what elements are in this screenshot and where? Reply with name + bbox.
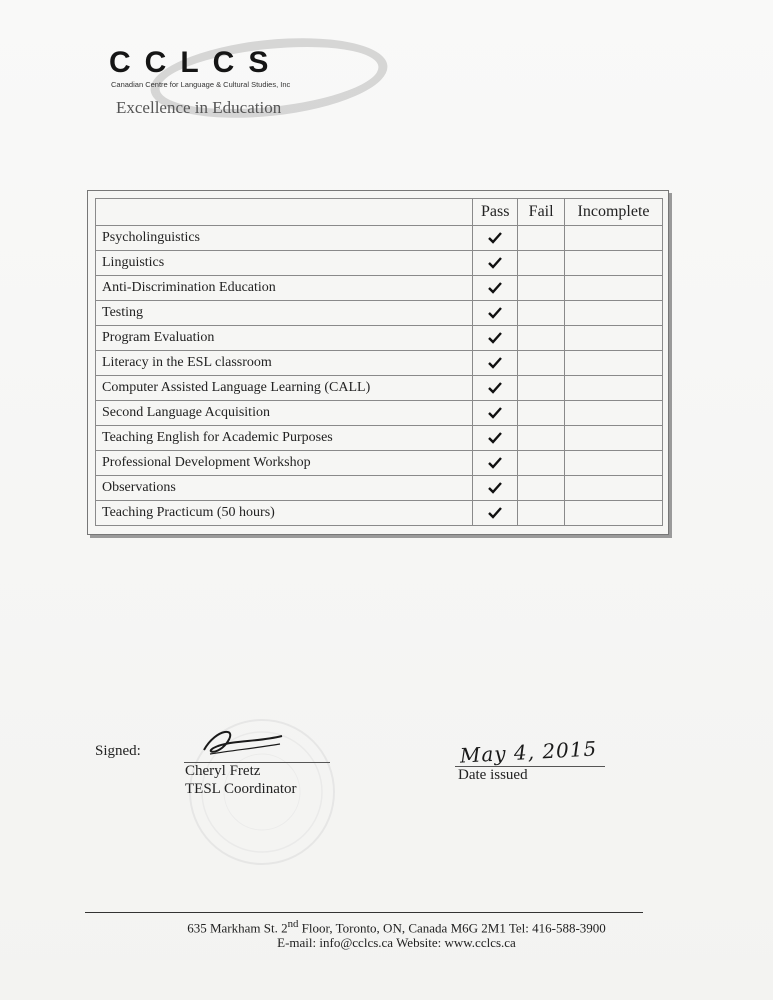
pass-cell xyxy=(473,451,518,476)
footer-contact: E-mail: info@cclcs.ca Website: www.cclcs.ca xyxy=(277,935,516,950)
header-fail: Fail xyxy=(518,199,565,226)
logo-subtitle: Canadian Centre for Language & Cultural Studies, Inc xyxy=(111,80,291,89)
fail-cell xyxy=(518,376,565,401)
table-row xyxy=(96,476,663,501)
pass-cell xyxy=(473,351,518,376)
incomplete-cell xyxy=(565,401,663,426)
subject-cell: Anti-Discrimination Education xyxy=(96,276,473,301)
fail-cell xyxy=(518,501,565,526)
incomplete-cell xyxy=(565,426,663,451)
footer-address xyxy=(0,918,773,936)
table-row xyxy=(96,351,663,376)
subject-cell: Observations xyxy=(96,476,473,501)
table-header-row xyxy=(96,199,663,226)
incomplete-cell xyxy=(565,476,663,501)
table-row xyxy=(96,226,663,251)
fail-cell xyxy=(518,476,565,501)
subject-cell: Program Evaluation xyxy=(96,326,473,351)
handwritten-signature-icon xyxy=(196,724,286,758)
checkmark-icon xyxy=(488,280,502,295)
pass-cell xyxy=(473,301,518,326)
table-row xyxy=(96,251,663,276)
signer-title: TESL Coordinator xyxy=(185,781,297,797)
fail-cell xyxy=(518,326,565,351)
table-row xyxy=(96,301,663,326)
signed-label: Signed: xyxy=(95,743,141,759)
fail-cell xyxy=(518,451,565,476)
results-table xyxy=(95,198,663,526)
footer-address-prefix: 635 Markham St. 2 xyxy=(187,920,288,936)
table-row xyxy=(96,276,663,301)
table-row xyxy=(96,501,663,526)
checkmark-icon xyxy=(488,505,502,520)
subject-cell: Second Language Acquisition xyxy=(96,401,473,426)
pass-cell xyxy=(473,426,518,451)
fail-cell xyxy=(518,426,565,451)
checkmark-icon xyxy=(488,255,502,270)
checkmark-icon xyxy=(488,430,502,445)
subject-cell: Computer Assisted Language Learning (CALL) xyxy=(96,376,473,401)
pass-cell xyxy=(473,476,518,501)
table-row xyxy=(96,451,663,476)
subject-cell: Teaching English for Academic Purposes xyxy=(96,426,473,451)
fail-cell xyxy=(518,226,565,251)
fail-cell xyxy=(518,301,565,326)
table-row xyxy=(96,376,663,401)
incomplete-cell xyxy=(565,226,663,251)
subject-cell: Teaching Practicum (50 hours) xyxy=(96,501,473,526)
checkmark-icon xyxy=(488,405,502,420)
incomplete-cell xyxy=(565,276,663,301)
header-pass: Pass xyxy=(473,199,518,226)
pass-cell xyxy=(473,326,518,351)
incomplete-cell xyxy=(565,301,663,326)
incomplete-cell xyxy=(565,501,663,526)
pass-cell xyxy=(473,376,518,401)
footer-address-suffix: Floor, Toronto, ON, Canada M6G 2M1 Tel: 416-588-3900 xyxy=(298,920,606,936)
checkmark-icon xyxy=(488,380,502,395)
handwritten-date: May 4, 2015 xyxy=(459,736,598,768)
subject-cell: Literacy in the ESL classroom xyxy=(96,351,473,376)
fail-cell xyxy=(518,251,565,276)
date-issued-label: Date issued xyxy=(458,767,528,783)
checkmark-icon xyxy=(488,480,502,495)
incomplete-cell xyxy=(565,326,663,351)
results-table-frame xyxy=(87,190,669,535)
footer-address-sup: nd xyxy=(287,918,299,930)
subject-cell: Professional Development Workshop xyxy=(96,451,473,476)
footer-divider xyxy=(85,912,643,913)
fail-cell xyxy=(518,351,565,376)
table-row xyxy=(96,401,663,426)
incomplete-cell xyxy=(565,376,663,401)
subject-cell: Psycholinguistics xyxy=(96,226,473,251)
header-incomplete: Incomplete xyxy=(565,199,663,226)
pass-cell xyxy=(473,501,518,526)
pass-cell xyxy=(473,276,518,301)
header-subject xyxy=(96,199,473,226)
table-row xyxy=(96,326,663,351)
checkmark-icon xyxy=(488,305,502,320)
checkmark-icon xyxy=(488,230,502,245)
fail-cell xyxy=(518,276,565,301)
subject-cell: Testing xyxy=(96,301,473,326)
pass-cell xyxy=(473,401,518,426)
incomplete-cell xyxy=(565,451,663,476)
checkmark-icon xyxy=(488,330,502,345)
signer-name: Cheryl Fretz xyxy=(185,763,261,779)
pass-cell xyxy=(473,251,518,276)
tagline: Excellence in Education xyxy=(116,98,282,117)
fail-cell xyxy=(518,401,565,426)
subject-cell: Linguistics xyxy=(96,251,473,276)
table-row xyxy=(96,426,663,451)
pass-cell xyxy=(473,226,518,251)
results-body xyxy=(96,226,663,526)
logo-letters: CCLCS xyxy=(109,46,283,79)
checkmark-icon xyxy=(488,455,502,470)
incomplete-cell xyxy=(565,251,663,276)
checkmark-icon xyxy=(488,355,502,370)
incomplete-cell xyxy=(565,351,663,376)
